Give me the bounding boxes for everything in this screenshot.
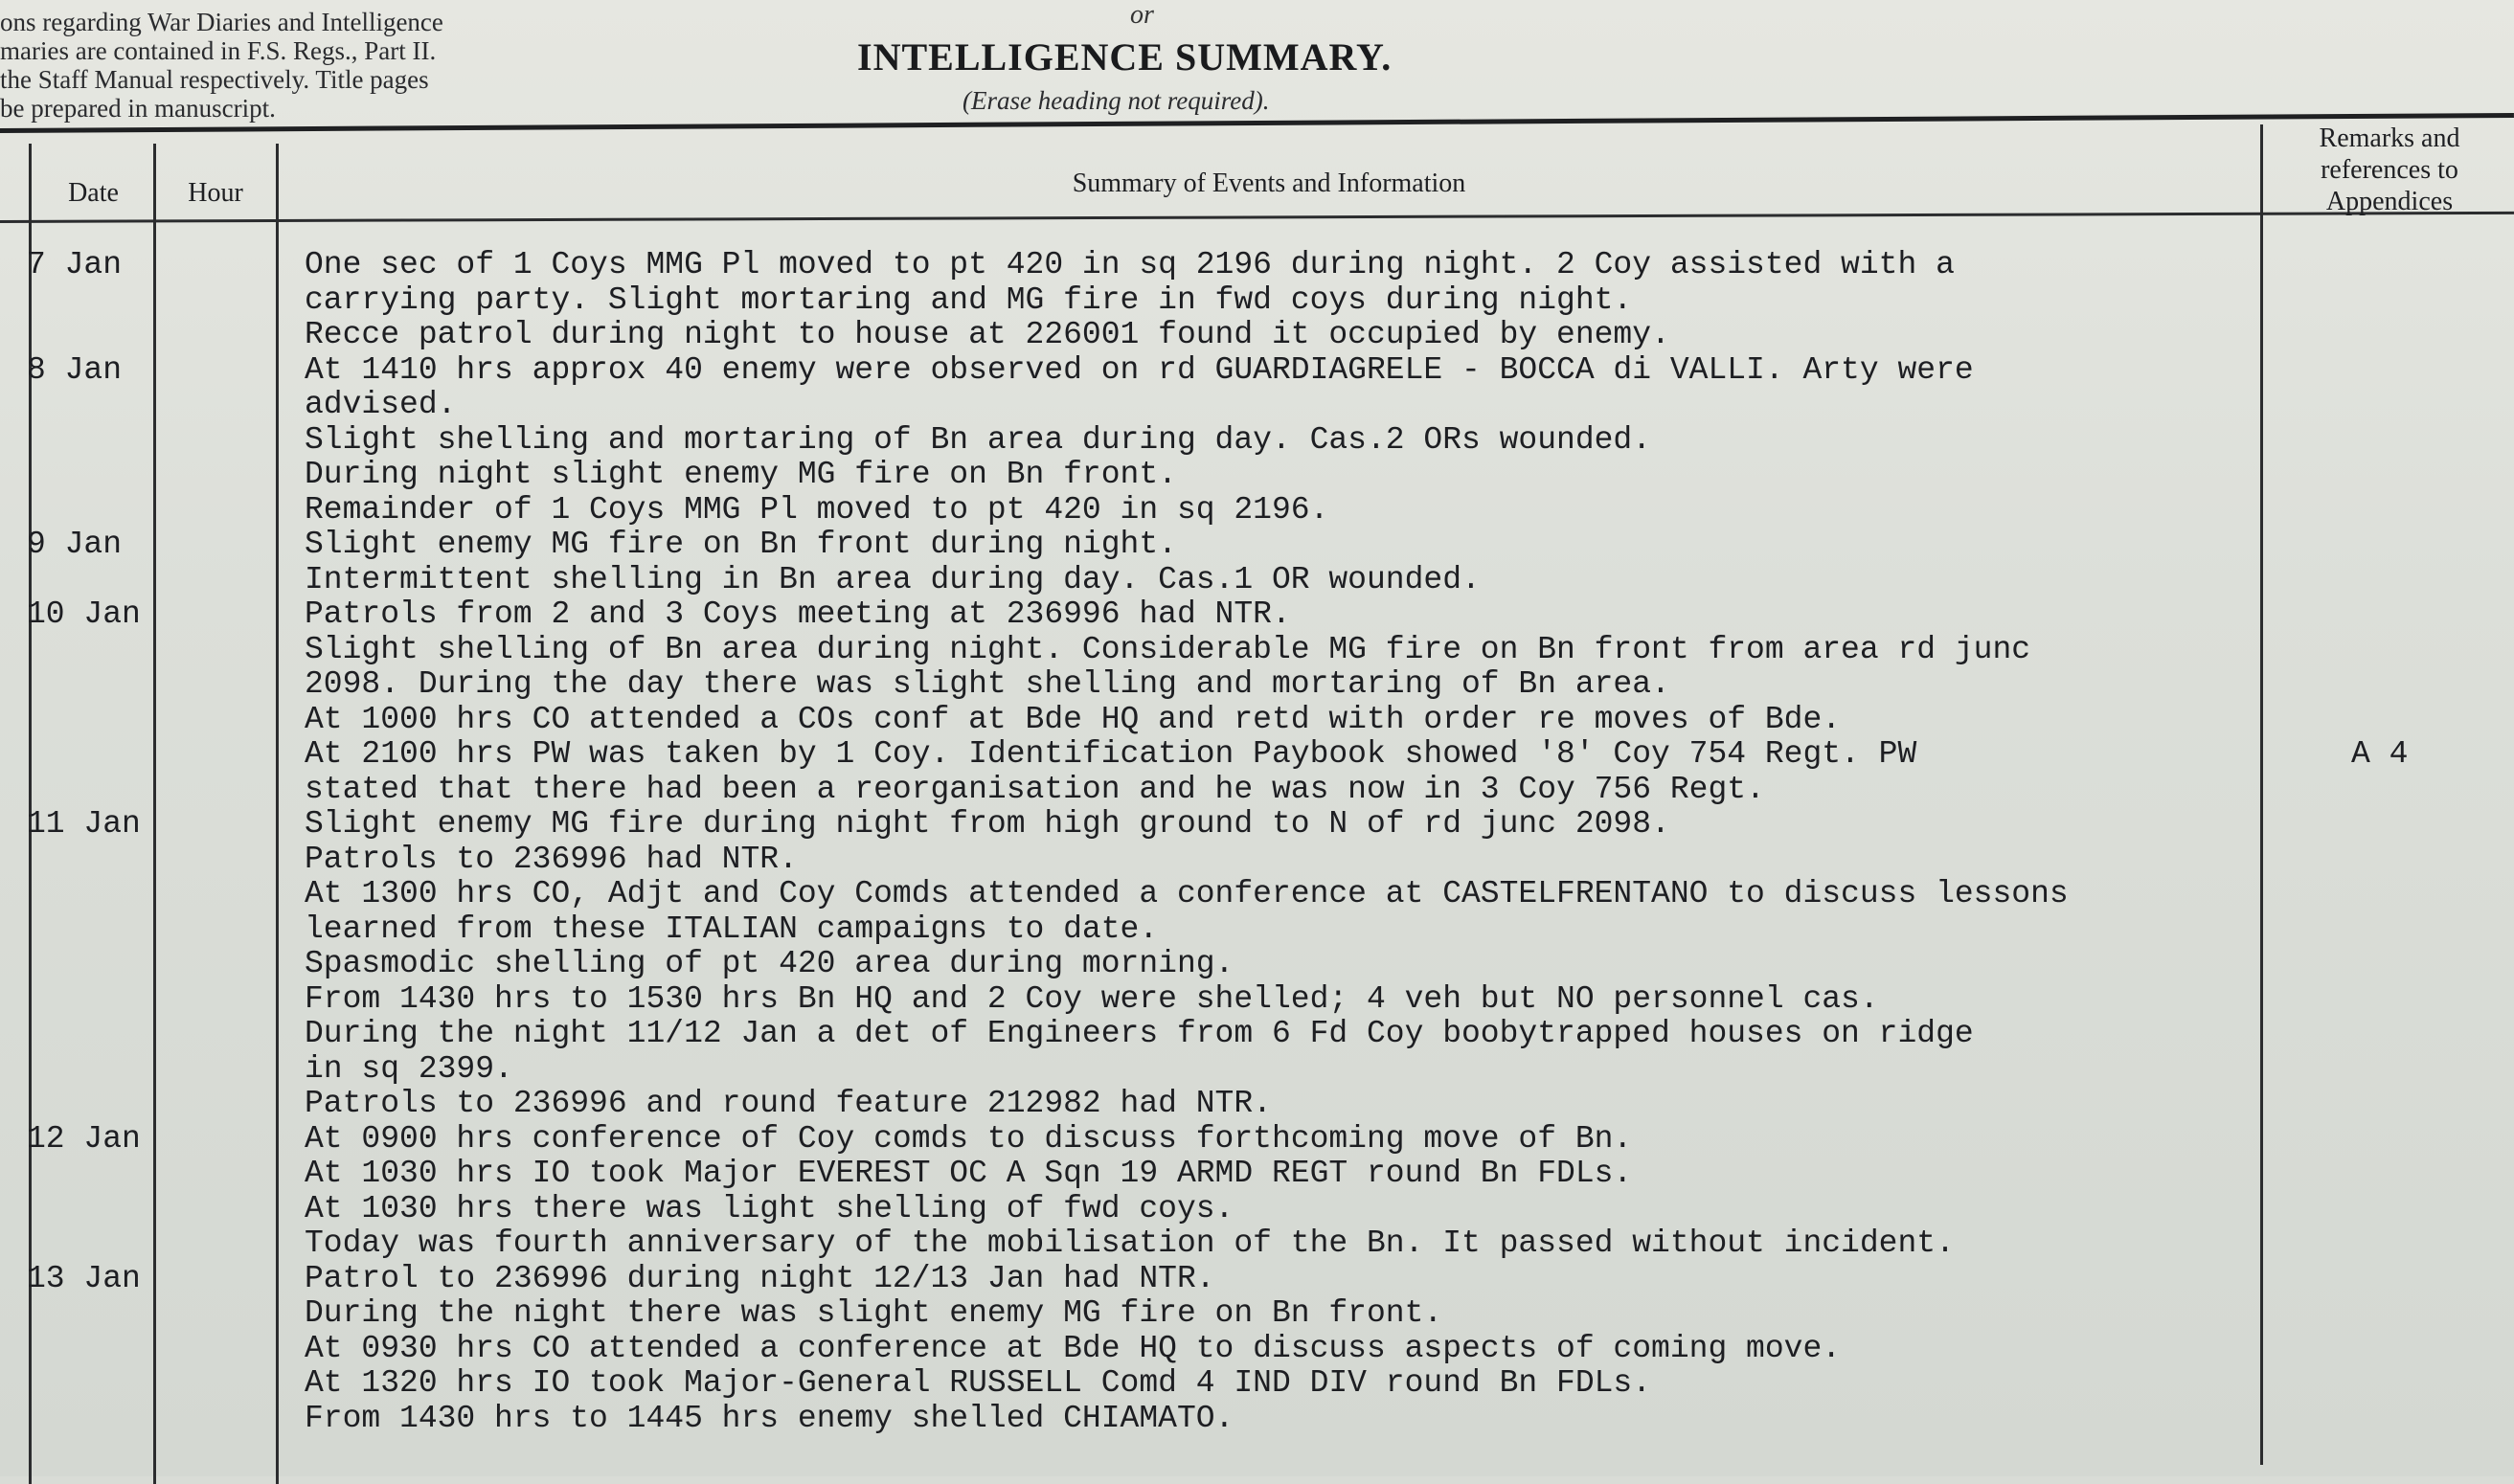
diary-entries (0, 247, 2514, 1435)
instruction-line: maries are contained in F.S. Regs., Part II. (0, 36, 437, 65)
entry-text: During the night 11/12 Jan a det of Engineers from 6 Fd Coy boobytrapped houses on ridge (305, 1016, 1974, 1051)
remarks-column-header (2265, 123, 2514, 217)
diary-entry (0, 842, 2514, 877)
remarks-header-line: references to (2321, 155, 2458, 185)
diary-entry (0, 1331, 2514, 1366)
diary-entry (0, 981, 2514, 1017)
diary-entry (0, 806, 2514, 842)
diary-entry (0, 1051, 2514, 1087)
date-column-header: Date (68, 178, 119, 208)
entry-text: At 1000 hrs CO attended a COs conf at Bde HQ and retd with order re moves of Bde. (305, 701, 1842, 737)
entry-text: Patrols to 236996 and round feature 212982 had NTR. (305, 1086, 1272, 1121)
entry-text: Slight enemy MG fire during night from high ground to N of rd junc 2098. (305, 806, 1670, 842)
instruction-line: be prepared in manuscript. (0, 94, 276, 123)
summary-column-header: Summary of Events and Information (1072, 169, 1466, 198)
entry-text: Slight enemy MG fire on Bn front during night. (305, 527, 1177, 562)
diary-entry (0, 352, 2514, 388)
entry-text: One sec of 1 Coys MMG Pl moved to pt 420 in sq 2196 during night. 2 Coy assisted with a (305, 247, 1955, 282)
diary-entry (0, 1016, 2514, 1051)
entry-text: stated that there had been a reorganisation and he was now in 3 Coy 756 Regt. (305, 771, 1765, 807)
entry-text: During night slight enemy MG fire on Bn front. (305, 457, 1177, 492)
entry-text: carrying party. Slight mortaring and MG fire in fwd coys during night. (305, 281, 1633, 318)
entry-date: 11 Jan (27, 806, 141, 842)
entry-text: advised. (305, 387, 457, 422)
instruction-line: the Staff Manual respectively. Title pages (0, 65, 429, 94)
entry-text: 2098. During the day there was slight shelling and mortaring of Bn area. (305, 666, 1670, 702)
diary-entry (0, 876, 2514, 911)
diary-entry (0, 666, 2514, 702)
entry-text: From 1430 hrs to 1530 hrs Bn HQ and 2 Coy were shelled; 4 veh but NO personnel cas. (305, 980, 1879, 1017)
header-rule (0, 212, 2514, 223)
diary-entry (0, 736, 2514, 772)
entry-text: From 1430 hrs to 1445 hrs enemy shelled CHIAMATO. (305, 1400, 1234, 1436)
diary-entry (0, 946, 2514, 981)
entry-text: in sq 2399. (305, 1050, 513, 1087)
diary-entry (0, 772, 2514, 807)
entry-text: At 1410 hrs approx 40 enemy were observed on rd GUARDIAGRELE - BOCCA di VALLI. Arty were (305, 351, 1974, 388)
entry-text: Patrols to 236996 had NTR. (305, 841, 798, 877)
diary-entry (0, 1121, 2514, 1157)
entry-text: Slight shelling of Bn area during night. Considerable MG fire on Bn front from area rd junc (305, 631, 2031, 667)
diary-entry (0, 1365, 2514, 1401)
diary-entry (0, 457, 2514, 492)
entry-text: At 0900 hrs conference of Coy comds to discuss forthcoming move of Bn. (305, 1120, 1633, 1157)
entry-text: Intermittent shelling in Bn area during day. Cas.1 OR wounded. (305, 561, 1481, 597)
entry-text: At 1300 hrs CO, Adjt and Coy Comds attended a conference at CASTELFRENTANO to discuss lessons (305, 876, 2069, 911)
diary-entry (0, 702, 2514, 737)
entry-date: 7 Jan (27, 247, 123, 282)
entry-text: Recce patrol during night to house at 226001 found it occupied by enemy. (305, 317, 1670, 352)
diary-entry (0, 1295, 2514, 1331)
entry-remark: A 4 (2351, 736, 2409, 772)
entry-text: learned from these ITALIAN campaigns to date. (305, 911, 1159, 947)
or-label: or (1130, 0, 1154, 30)
entry-text: At 2100 hrs PW was taken by 1 Coy. Identification Paybook showed '8' Coy 754 Regt. PW (305, 736, 1917, 772)
entry-text: Slight shelling and mortaring of Bn area during day. Cas.2 ORs wounded. (305, 421, 1652, 458)
diary-entry (0, 1191, 2514, 1226)
diary-entry (0, 527, 2514, 562)
entry-date: 8 Jan (27, 351, 123, 388)
entry-text: During the night there was slight enemy MG fire on Bn front. (305, 1295, 1443, 1331)
entry-date: 9 Jan (27, 527, 123, 562)
instruction-line: ons regarding War Diaries and Intelligence (0, 8, 443, 36)
diary-entry (0, 422, 2514, 458)
hour-column-header: Hour (188, 178, 243, 208)
entry-text: At 1320 hrs IO took Major-General RUSSELL Comd 4 IND DIV round Bn FDLs. (305, 1365, 1652, 1401)
entry-text: Patrol to 236996 during night 12/13 Jan had NTR. (305, 1260, 1215, 1296)
entry-text: Patrols from 2 and 3 Coys meeting at 236996 had NTR. (305, 596, 1291, 632)
diary-entry (0, 632, 2514, 667)
diary-entry (0, 1086, 2514, 1121)
page-title: INTELLIGENCE SUMMARY. (857, 35, 1393, 79)
diary-entry (0, 247, 2514, 282)
diary-entry (0, 1261, 2514, 1296)
entry-text: Today was fourth anniversary of the mobilisation of the Bn. It passed without incident. (305, 1225, 1955, 1261)
entry-text: At 0930 hrs CO attended a conference at Bde HQ to discuss aspects of coming move. (305, 1330, 1842, 1366)
entry-date: 12 Jan (27, 1120, 141, 1157)
entry-date: 10 Jan (27, 596, 141, 632)
entry-text: At 1030 hrs IO took Major EVEREST OC A Sqn 19 ARMD REGT round Bn FDLs. (305, 1156, 1633, 1191)
diary-entry (0, 1225, 2514, 1261)
entry-text: Spasmodic shelling of pt 420 area during morning. (305, 946, 1234, 981)
remarks-header-line: Appendices (2325, 187, 2454, 216)
diary-entry (0, 317, 2514, 352)
diary-entry (0, 387, 2514, 422)
diary-entry (0, 1401, 2514, 1436)
printed-instructions (0, 8, 575, 123)
remarks-header-line: Remarks and (2319, 124, 2460, 153)
diary-entry (0, 562, 2514, 597)
diary-entry (0, 492, 2514, 528)
entry-date: 13 Jan (27, 1260, 141, 1296)
diary-entry (0, 282, 2514, 318)
diary-entry (0, 911, 2514, 947)
entry-text: Remainder of 1 Coys MMG Pl moved to pt 420 in sq 2196. (305, 491, 1329, 528)
entry-text: At 1030 hrs there was light shelling of fwd coys. (305, 1190, 1234, 1226)
diary-entry (0, 596, 2514, 632)
erase-heading-note: (Erase heading not required). (963, 86, 1270, 115)
diary-entry (0, 1156, 2514, 1191)
